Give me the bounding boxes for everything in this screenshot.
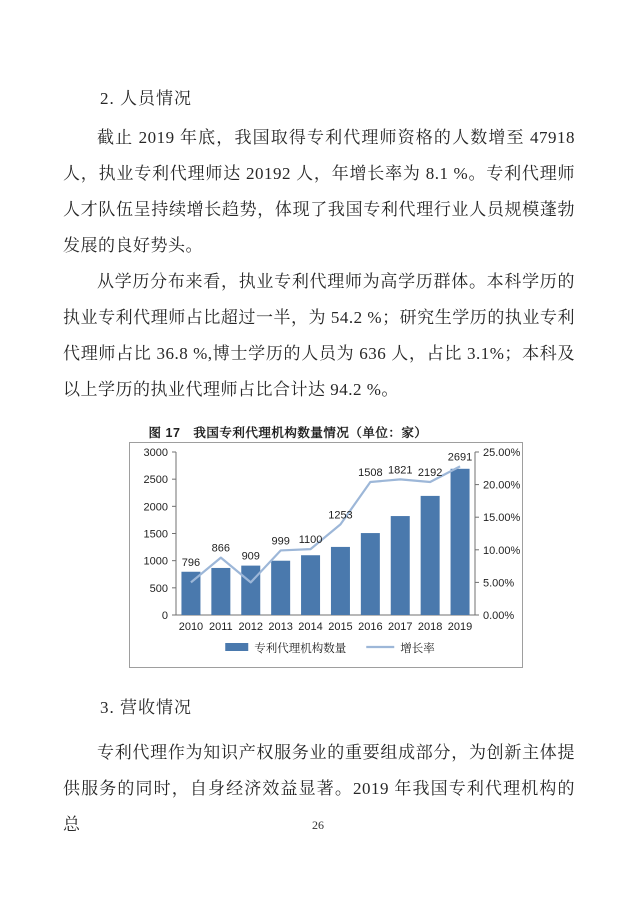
bar-value-label-2016: 1508 xyxy=(358,466,383,479)
x-axis-label-2018: 2018 xyxy=(417,621,443,633)
left-axis-tick-label: 2500 xyxy=(143,474,168,487)
bar-line-chart xyxy=(130,443,522,667)
x-axis-label-2017: 2017 xyxy=(388,621,413,633)
section-2-paragraph-1: 截止 2019 年底，我国取得专利代理师资格的人数增至 47918 人，执业专利代理师达 20192 人，年增长率为 8.1 %。专利代理师人才队伍呈持续增长趋势，体现了我国专利代理行业人员规模蓬勃发展的良好势头。 xyxy=(63,128,575,255)
bar-value-label-2014: 1100 xyxy=(298,534,323,547)
bar-value-label-2015: 1253 xyxy=(328,509,353,522)
bar-value-label-2012: 909 xyxy=(241,550,260,563)
bar-value-label-2010: 796 xyxy=(181,556,201,569)
section-3-heading: 3. 营收情况 xyxy=(100,698,192,717)
bar-2016 xyxy=(361,533,380,615)
x-axis-label-2011: 2011 xyxy=(209,621,233,633)
x-axis-label-2016: 2016 xyxy=(358,621,383,633)
left-axis-tick-label: 2000 xyxy=(143,501,168,514)
x-axis-label-2015: 2015 xyxy=(328,621,353,633)
left-axis-tick-label: 1000 xyxy=(143,555,168,568)
left-axis-tick-label: 1500 xyxy=(143,528,168,541)
x-axis-label-2010: 2010 xyxy=(178,621,204,633)
bar-value-label-2017: 1821 xyxy=(388,464,413,477)
bar-2017 xyxy=(391,516,410,615)
section-2-paragraph-2: 从学历分布来看，执业专利代理师为高学历群体。本科学历的执业专利代理师占比超过一半，为 54.2 %；研究生学历的执业专利代理师占比 36.8 %,博士学历的人员为 636 人，占比 3.1%；本科及以上学历的执业代理师占比合计达 94.2 %。 xyxy=(63,272,575,399)
right-axis-tick-label: 10.00% xyxy=(483,544,521,557)
left-axis-tick-label: 500 xyxy=(149,582,168,595)
x-axis-label-2012: 2012 xyxy=(238,621,263,633)
bar-value-label-2019: 2691 xyxy=(447,451,473,464)
right-axis-tick-label: 5.00% xyxy=(483,577,515,590)
bar-2013 xyxy=(271,561,290,615)
bar-2019 xyxy=(451,469,470,615)
bar-2011 xyxy=(211,568,230,615)
bar-2014 xyxy=(301,555,320,615)
right-axis-tick-label: 0.00% xyxy=(483,610,515,622)
legend-bar-label: 专利代理机构数量 xyxy=(254,643,347,655)
x-axis-label-2014: 2014 xyxy=(298,621,323,633)
page-number: 26 xyxy=(312,818,324,832)
left-axis-tick-label: 0 xyxy=(161,610,168,622)
right-axis-tick-label: 15.00% xyxy=(483,512,521,525)
bar-value-label-2011: 866 xyxy=(211,542,231,555)
bar-2018 xyxy=(421,496,440,615)
right-axis-tick-label: 20.00% xyxy=(483,479,521,492)
section-2-heading: 2. 人员情况 xyxy=(100,89,192,108)
figure-title: 图 17 我国专利代理机构数量情况（单位：家） xyxy=(148,426,428,440)
left-axis-tick-label: 3000 xyxy=(143,447,168,459)
x-axis-label-2013: 2013 xyxy=(268,621,293,633)
bar-2015 xyxy=(331,547,350,615)
legend-bar-swatch xyxy=(225,643,248,651)
section-2-body xyxy=(63,120,575,408)
figure-chart xyxy=(129,442,523,668)
bar-2012 xyxy=(241,566,260,615)
x-axis-label-2019: 2019 xyxy=(447,621,473,633)
bar-value-label-2013: 999 xyxy=(271,535,290,548)
right-axis-tick-label: 25.00% xyxy=(483,447,521,459)
section-3-paragraph-1: 专利代理作为知识产权服务业的重要组成部分，为创新主体提供服务的同时，自身经济效益显著。2019 年我国专利代理机构的总 xyxy=(63,743,575,834)
bar-value-label-2018: 2192 xyxy=(417,466,443,479)
growth-rate-line xyxy=(191,466,460,582)
legend-line-label: 增长率 xyxy=(400,643,435,655)
